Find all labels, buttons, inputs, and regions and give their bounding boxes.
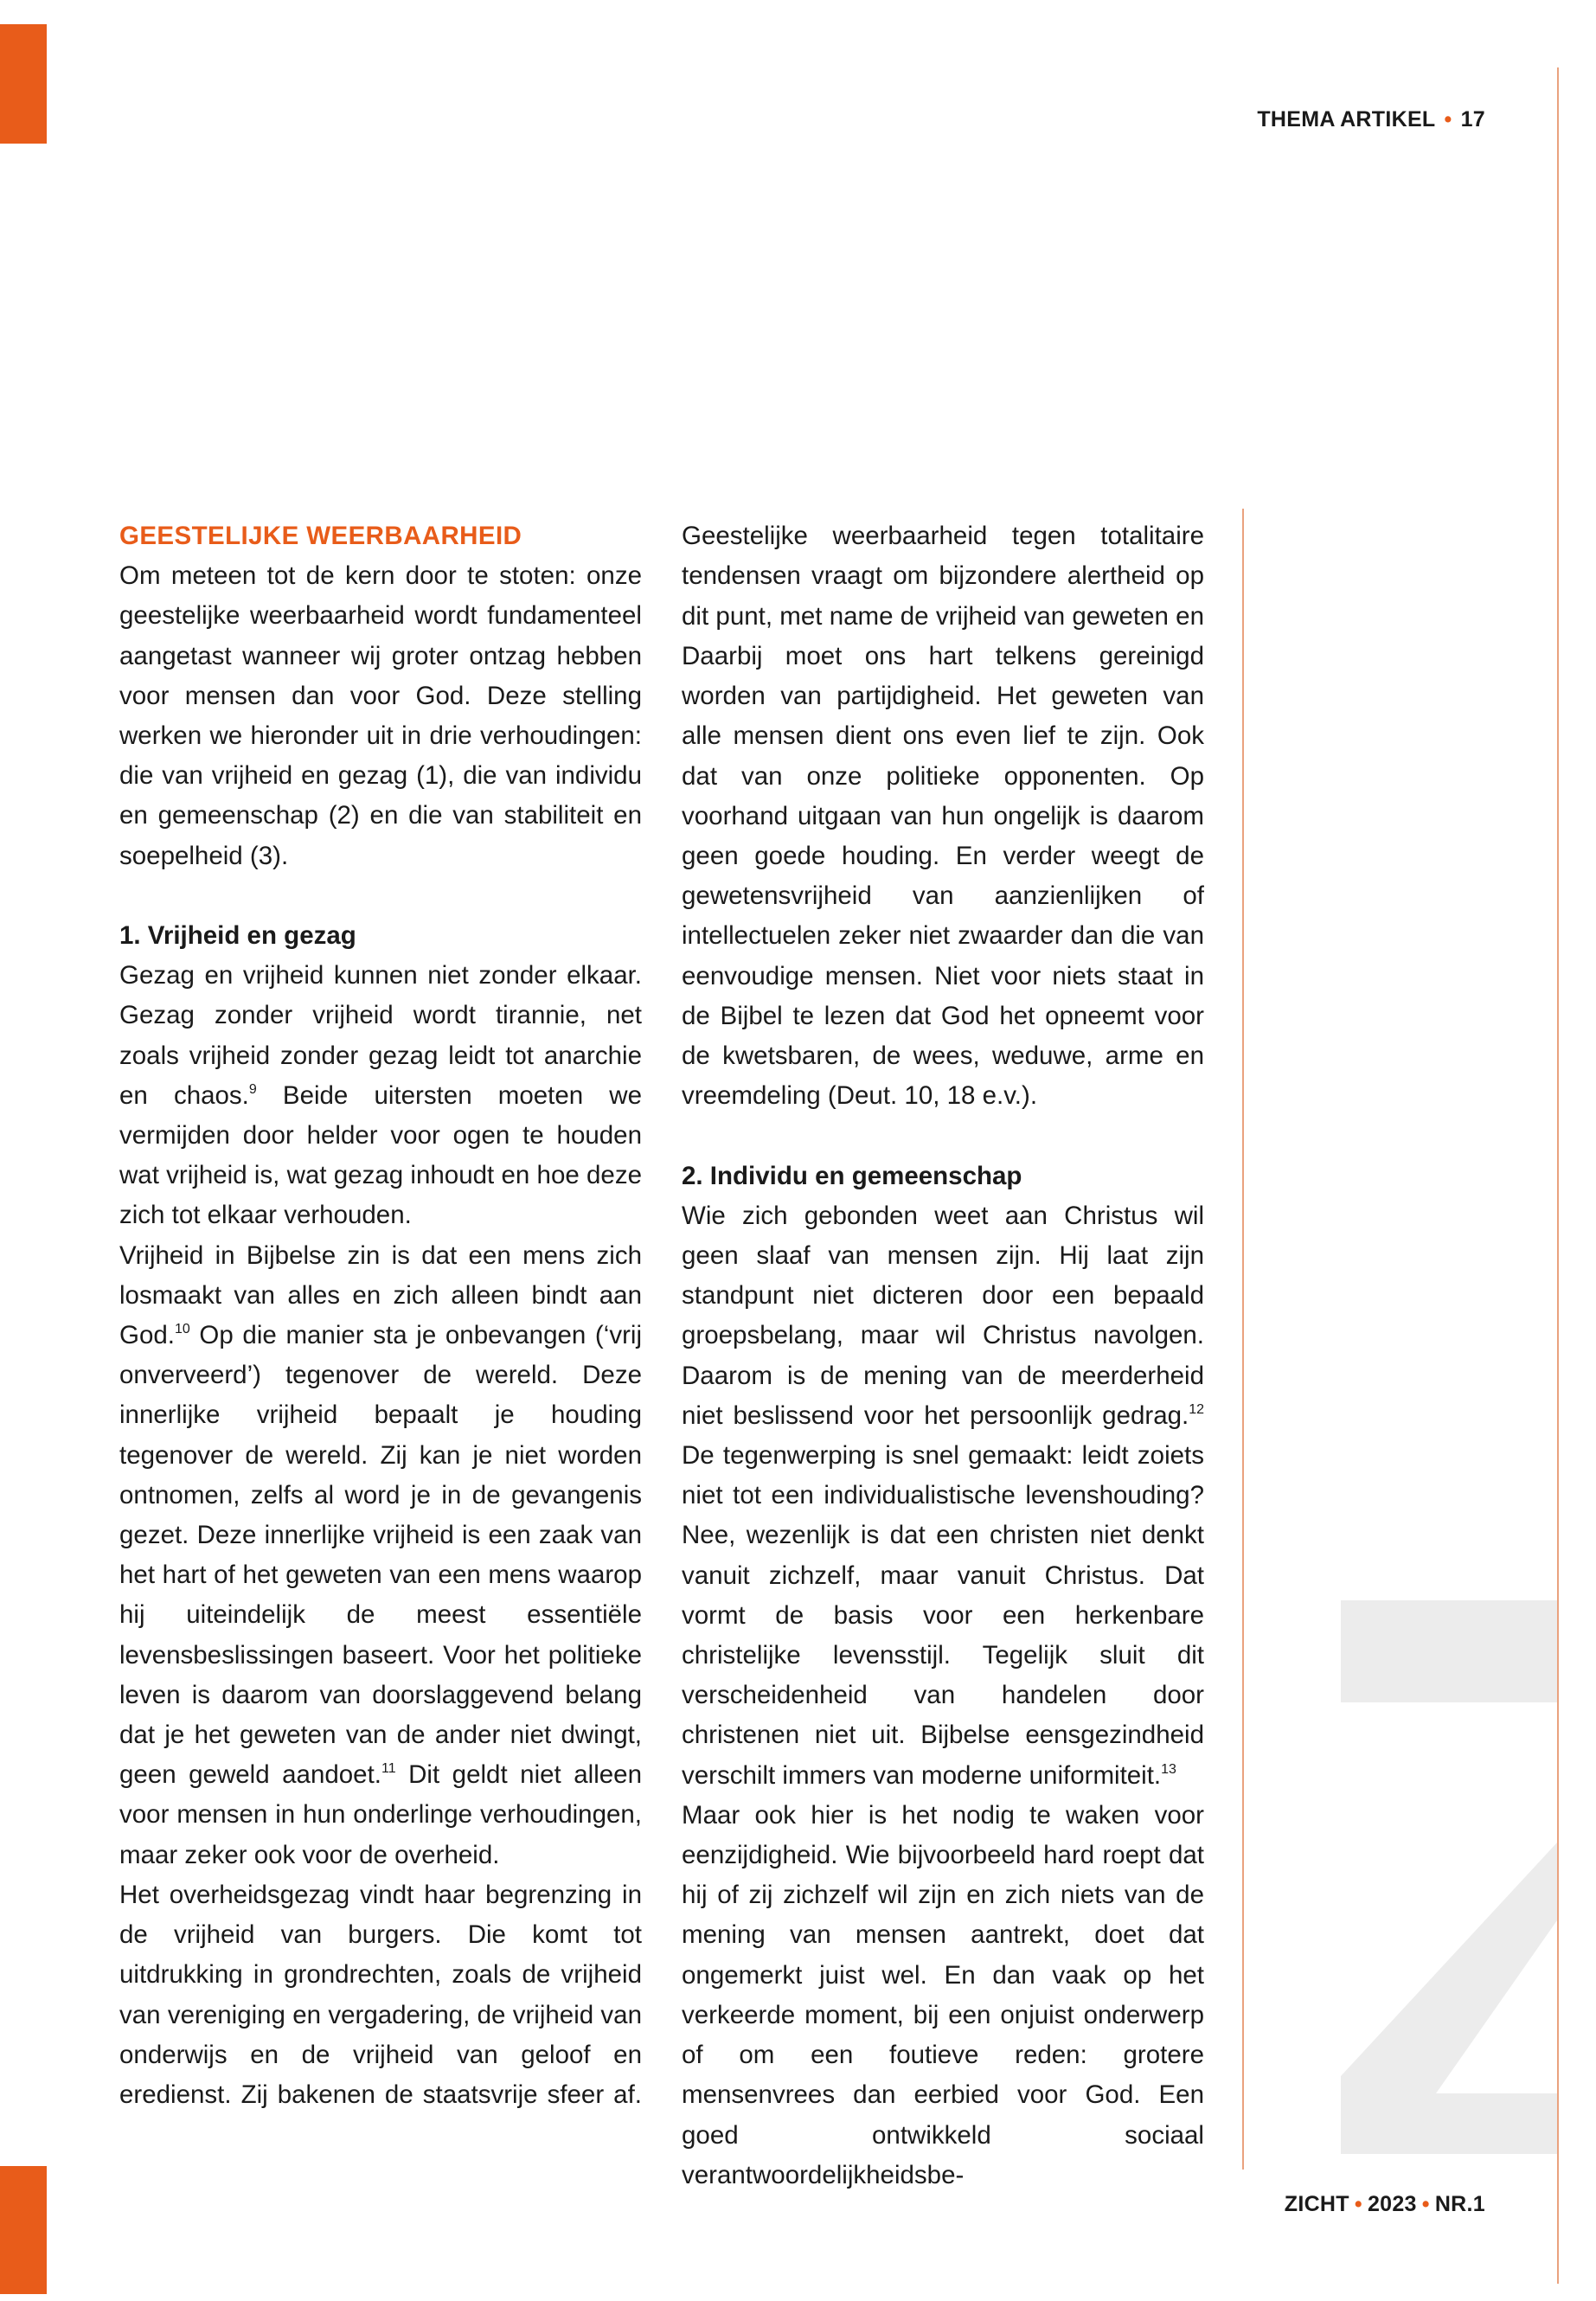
column-divider	[1242, 509, 1244, 2170]
paragraph-split: Het overheidsgezag vindt haar begrenzing in de vrijheid van burgers. Die komt tot uitdrukking in grondrechten, zoals de vrijheid van vereniging en vergadering, de vrijheid van onderwijs en de vrijheid van geloof en eredienst. Zij bakenen de staatsvrije sfeer af.	[119, 1880, 642, 2109]
article-column-right	[682, 516, 1204, 2195]
footnote-ref: 9	[248, 1081, 257, 1097]
article-column-left	[119, 516, 642, 2115]
paragraph: Maar ook hier is het nodig te waken voor eenzijdigheid. Wie bijvoorbeeld hard roept dat hij of zij zichzelf wil zijn en zich niets van de mening van mensen aantrekt, doet dat ongemerkt juist wel. En dan vaak op het verkeerde moment, bij een onjuist onderwerp of om een foutieve reden: grotere mensenvrees dan eerbied voor God. Een goed ontwikkeld sociaal verantwoordelijkheidsbe-	[682, 1800, 1204, 2189]
section-heading: GEESTELIJKE WEERBAARHEID	[119, 522, 522, 550]
issue-number: NR.1	[1434, 2192, 1485, 2216]
running-footer: ZICHT • 2023 • NR.1	[1284, 2192, 1485, 2216]
footnote-ref: 10	[174, 1322, 190, 1337]
page-number: 17	[1460, 107, 1485, 131]
paragraph: Wie zich gebonden weet aan Christus wil geen slaaf van mensen zijn. Hij laat zijn standpunt niet dicteren door een bepaald groepsbelang, maar wil Christus navolgen. Daarom is de mening van de meerderheid niet beslissend voor het persoonlijk gedrag.$^{12}$ De tegenwerping is snel gemaakt: leidt zoiets niet tot een individualistische levenshouding? Nee, wezenlijk is dat een christen niet denkt vanuit zichzelf, maar vanuit Christus. Dat vormt de basis voor een herkenbare christelijke levensstijl. Tegelijk sluit dit verscheidenheid van handelen door christenen niet uit. Bijbelse eensgezindheid verschilt immers van moderne uniformiteit.$^{13}$	[682, 1201, 1204, 1790]
footnote-ref: 13	[1161, 1761, 1176, 1777]
paragraph-continued: Geestelijke weerbaarheid tegen totalitaire tendensen vraagt om bijzondere alertheid op dit punt, met name de vrijheid van geweten en	[682, 522, 1204, 631]
orange-tab-top	[0, 24, 47, 144]
header-section: THEMA ARTIKEL	[1257, 107, 1436, 131]
footnote-ref: 11	[381, 1761, 396, 1777]
subheading-2: 2. Individu en gemeenschap	[682, 1161, 1022, 1190]
page-edge-rule	[1557, 67, 1559, 2284]
paragraph: Gezag en vrijheid kunnen niet zonder elkaar. Gezag zonder vrijheid wordt tirannie, net zoals vrijheid zonder gezag leidt tot anarchie en chaos.$^9$ Beide uitersten moeten we vermijden door helder voor ogen te houden wat vrijheid is, wat gezag inhoudt en hoe deze zich tot elkaar verhouden.	[119, 961, 642, 1230]
magazine-name: ZICHT	[1284, 2192, 1349, 2216]
paragraph: Daarbij moet ons hart telkens gereinigd worden van partijdigheid. Het geweten van alle mensen dient ons even lief te zijn. Ook dat van onze politieke opponenten. Op voorhand uitgaan van hun ongelijk is daarom geen goede houding. En verder weegt de gewetensvrijheid van aanzienlijken of intellectuelen zeker niet zwaarder dan die van eenvoudige mensen. Niet voor niets staat in de Bijbel te lezen dat God het opneemt voor de kwetsbaren, de wees, weduwe, arme en vreemdeling (Deut. 10, 18 e.v.).	[682, 642, 1204, 1111]
decorative-numeral-two	[1341, 1600, 1557, 2154]
running-header: THEMA ARTIKEL • 17	[1257, 107, 1485, 131]
orange-tab-bottom	[0, 2166, 47, 2294]
subheading-1: 1. Vrijheid en gezag	[119, 921, 356, 951]
intro-paragraph: Om meteen tot de kern door te stoten: onze geestelijke weerbaarheid wordt fundamenteel aangetast wanneer wij groter ontzag hebben voor mensen dan voor God. Deze stelling werken we hieronder uit in drie verhoudingen: die van vrijheid en gezag (1), die van individu en gemeenschap (2) en die van stabiliteit en soepelheid (3).	[119, 561, 642, 870]
paragraph: Vrijheid in Bijbelse zin is dat een mens zich losmaakt van alles en zich alleen bindt aan God.$^{10}$ Op die manier sta je onbevangen (‘vrij onverveerd’) tegenover de wereld. Deze innerlijke vrijheid bepaalt je houding tegenover de wereld. Zij kan je niet worden ontnomen, zelfs al word je in de gevangenis gezet. Deze innerlijke vrijheid is een zaak van het hart of het geweten van een mens waarop hij uiteindelijk de meest essentiële levensbeslissingen baseert. Voor het politieke leven is daarom van doorslaggevend belang dat je het geweten van de ander niet dwingt, geen geweld aandoet.$^{11}$ Dit geldt niet alleen voor mensen in hun onderlinge verhoudingen, maar zeker ook voor de overheid.	[119, 1240, 642, 1869]
footnote-ref: 12	[1189, 1401, 1204, 1417]
issue-year: 2023	[1367, 2192, 1417, 2216]
